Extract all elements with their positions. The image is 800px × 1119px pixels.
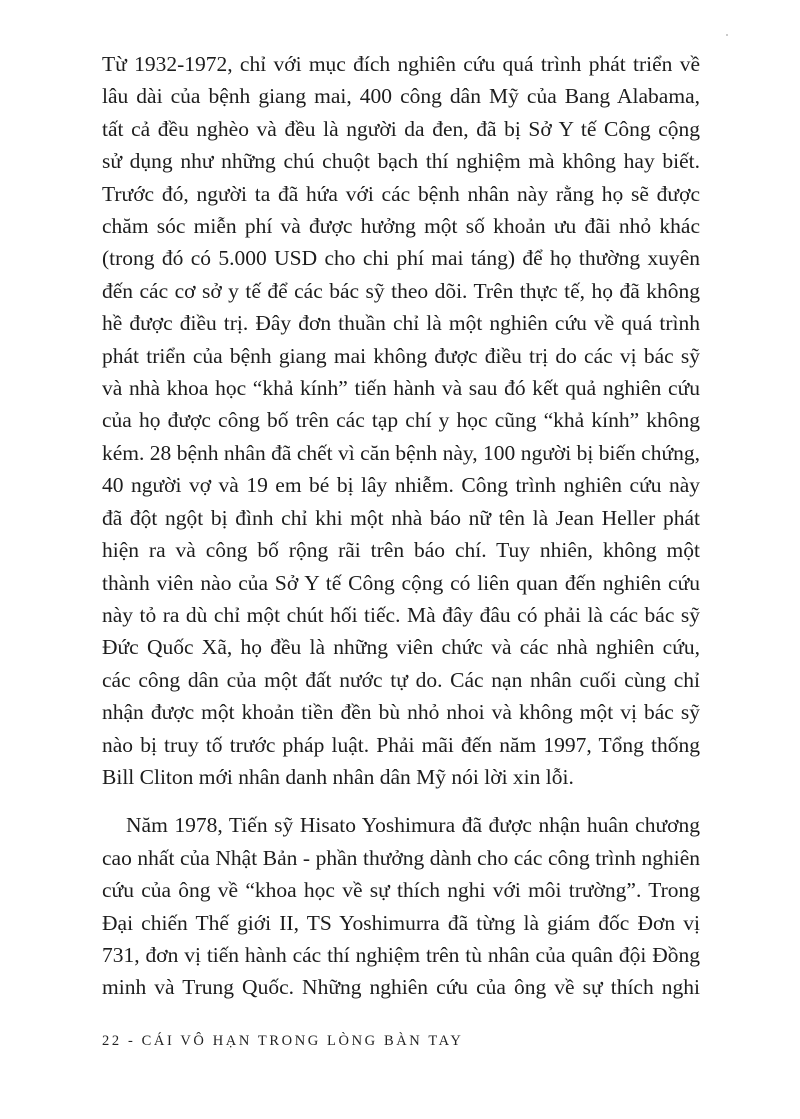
- text-line: các công dân của một đất nước tự do. Các nạn nhân cuối cùng chỉ: [102, 667, 700, 692]
- text-line: và nhà khoa học “khả kính” tiến hành và sau đó kết quả nghiên cứu: [102, 376, 700, 401]
- footer-separator: -: [127, 1033, 136, 1049]
- paragraph-2: [102, 809, 700, 1003]
- text-line: lâu dài của bệnh giang mai, 400 công dân Mỹ của Bang Alabama,: [102, 84, 700, 109]
- text-line: này tỏ ra dù chỉ một chút hối tiếc. Mà đây đâu có phải là các bác sỹ: [102, 602, 700, 627]
- text-line: Năm 1978, Tiến sỹ Hisato Yoshimura đã được nhận huân chương: [126, 813, 700, 838]
- text-line: đã đột ngột bị đình chỉ khi một nhà báo nữ tên là Jean Heller phát: [102, 505, 700, 530]
- text-line: Trước đó, người ta đã hứa với các bệnh nhân này rằng họ sẽ được: [102, 181, 700, 206]
- text-line: phát triển của bệnh giang mai không được điều trị do các vị bác sỹ: [102, 343, 700, 368]
- text-line: đến các cơ sở y tế để các bác sỹ theo dõi. Trên thực tế, họ đã không: [102, 278, 700, 303]
- text-line: minh và Trung Quốc. Những nghiên cứu của ông về sự thích nghi: [102, 975, 700, 1000]
- text-line: nhận được một khoản tiền đền bù nhỏ nhoi và không một vị bác sỹ: [102, 700, 700, 725]
- paragraph-1: [102, 48, 700, 793]
- scan-speck: [726, 34, 728, 36]
- text-line: cao nhất của Nhật Bản - phần thưởng dành cho các công trình nghiên: [102, 845, 700, 870]
- text-line: Đức Quốc Xã, họ đều là những viên chức và các nhà nghiên cứu,: [102, 635, 700, 660]
- page-footer: [102, 1033, 463, 1050]
- text-line: sử dụng như những chú chuột bạch thí nghiệm mà không hay biết.: [102, 149, 700, 174]
- text-line: thành viên nào của Sở Y tế Công cộng có liên quan đến nghiên cứu: [102, 570, 700, 595]
- text-line: Đại chiến Thế giới II, TS Yoshimurra đã từng là giám đốc Đơn vị: [102, 910, 700, 935]
- running-title: CÁI VÔ HẠN TRONG LÒNG BÀN TAY: [141, 1033, 464, 1049]
- page-number: 22: [102, 1033, 122, 1049]
- text-line: tất cả đều nghèo và đều là người da đen, đã bị Sở Y tế Công cộng: [102, 116, 700, 141]
- text-line: hiện ra và công bố rộng rãi trên báo chí. Tuy nhiên, không một: [102, 538, 700, 563]
- text-line: của họ được công bố trên các tạp chí y học cũng “khả kính” không: [102, 408, 700, 433]
- text-line: Bill Cliton mới nhân danh nhân dân Mỹ nói lời xin lỗi.: [102, 764, 574, 789]
- text-line: 40 người vợ và 19 em bé bị lây nhiễm. Công trình nghiên cứu này: [102, 473, 700, 498]
- text-line: (trong đó có 5.000 USD cho chi phí mai táng) để họ thường xuyên: [102, 246, 700, 271]
- text-line: kém. 28 bệnh nhân đã chết vì căn bệnh này, 100 người bị biến chứng,: [102, 440, 700, 465]
- text-line: Từ 1932-1972, chỉ với mục đích nghiên cứu quá trình phát triển về: [102, 52, 700, 76]
- text-line: hề được điều trị. Đây đơn thuần chỉ là một nghiên cứu về quá trình: [102, 311, 700, 336]
- body-text: [102, 48, 700, 1004]
- text-line: 731, đơn vị tiến hành các thí nghiệm trên tù nhân của quân đội Đồng: [102, 942, 700, 967]
- text-line: nào bị truy tố trước pháp luật. Phải mãi đến năm 1997, Tổng thống: [102, 732, 700, 757]
- text-line: cứu của ông về “khoa học về sự thích nghi với môi trường”. Trong: [102, 878, 700, 903]
- text-line: chăm sóc miễn phí và được hưởng một số khoản ưu đãi nhỏ khác: [102, 214, 700, 239]
